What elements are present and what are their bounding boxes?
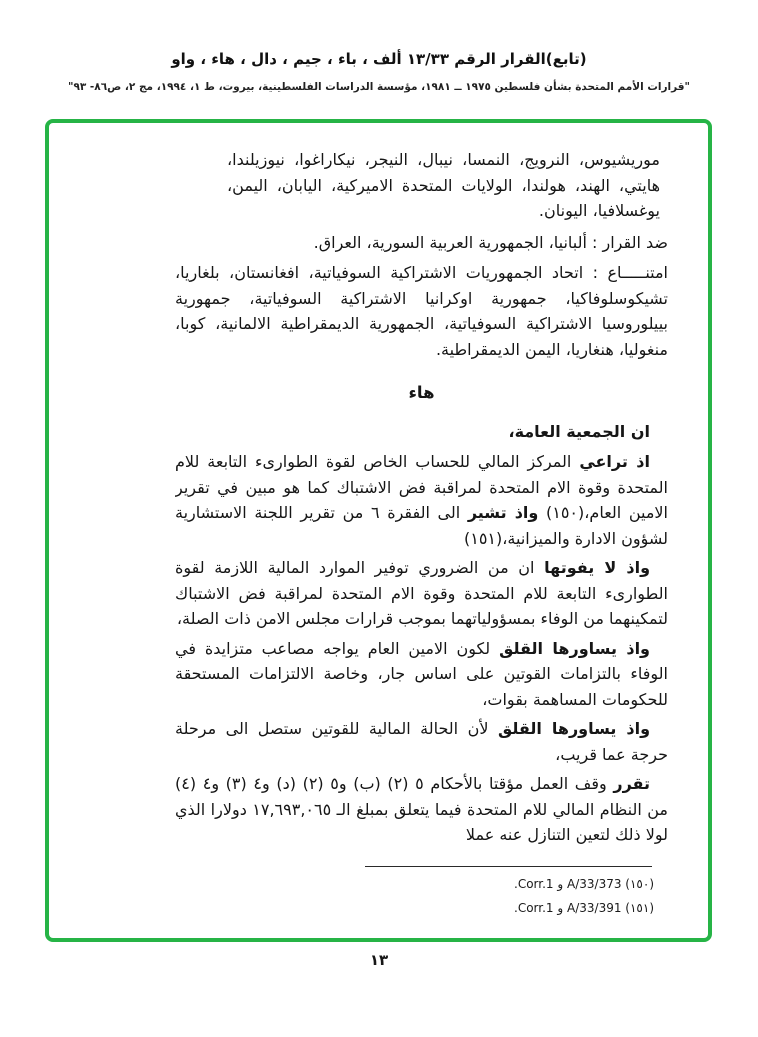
against-label: ضد القرار :	[592, 232, 668, 252]
paragraph-text: وقف العمل مؤقتا بالأحكام ٥ (٢) (ب) و٥ (٢) (د) و٤ (٣) و٤ (٤) من النظام المالي للام المتحدة فيما يتعلق بمبلغ الـ ١٧,٦٩٣,٠٦٥ دولارا الذي لولا ذلك لتعين التنازل عنه عملا	[175, 774, 668, 844]
footnote-151: (١٥١) A/33/391 و Corr.1.	[514, 901, 654, 915]
against-vote-line	[175, 230, 668, 256]
source-citation: "قرارات الأمم المتحدة بشأن فلسطين ١٩٧٥ ــ ١٩٨١، مؤسسة الدراسات الفلسطينية، بيروت، ط ١، ١٩٩٤، مج ٢، ص٨٦- ٩٣"	[67, 81, 691, 93]
green-border-box	[45, 119, 712, 942]
page-number: ١٣	[369, 951, 389, 969]
abstain-label: امتنـــــاع :	[592, 263, 668, 282]
abstain-vote-line	[175, 260, 668, 362]
preamble-opening: ان الجمعية العامة،	[508, 421, 650, 441]
resolution-paragraph	[175, 449, 668, 551]
paragraph-lead-in: واذ لا يفوتها	[544, 558, 651, 577]
page-header	[0, 50, 758, 93]
section-letter: هاء	[408, 383, 435, 402]
resolution-title: (تابع)القرار الرقم ١٣/٣٣ ألف ، باء ، جيم ، دال ، هاء ، واو	[171, 50, 587, 68]
paragraph-lead-in: واذ يساورها القلق	[499, 638, 650, 658]
resolution-paragraph	[175, 716, 668, 767]
resolution-paragraph	[175, 636, 668, 713]
resolution-paragraph	[175, 555, 668, 632]
against-countries: ألبانيا، الجمهورية العربية السورية، العراق.	[313, 232, 593, 252]
paragraph-lead-in: واذ يساورها القلق	[497, 719, 651, 738]
paragraph-text: الى الفقرة ٦ من تقرير اللجنة الاستشارية لشؤون الادارة والميزانية،(١٥١)	[175, 503, 668, 548]
paragraph-lead-in: واذ تشير	[467, 503, 539, 522]
footnotes-section	[175, 866, 668, 924]
paragraph-lead-in: اذ تراعي	[579, 452, 651, 471]
paragraph-text: المركز المالي للحساب الخاص لقوة الطوارىء التابعة للام المتحدة وقوة الام المتحدة لمراقبة فض الاشتباك كما هو مبين في تقرير الامين العام،(١٥٠)	[175, 452, 668, 522]
paragraph-text: ان من الضروري توفير الموارد المالية اللازمة لقوة الطوارىء التابعة للام المتحدة وقوة الام المتحدة لمراقبة فض الاشتباك لتمكينهما من الوفاء بمسؤولياتهما بموجب قرارات مجلس الامن ذات الصلة،	[175, 558, 668, 628]
resolution-body	[175, 147, 668, 852]
resolution-paragraph	[175, 771, 668, 848]
in-favor-countries-continuation: موريشيوس، النرويج، النمسا، نيبال، النيجر، نيكاراغوا، نيوزيلندا، هايتي، الهند، هولندا، الولايات المتحدة الاميركية، اليابان، اليمن، يوغسلافيا، اليونان.	[227, 150, 660, 220]
paragraph-text: لكون الامين العام يواجه مصاعب متزايدة في الوفاء بالتزامات القوتين على اساس جار، وخاصة الالتزامات المستحقة للحكومات المساهمة بقوات،	[175, 638, 668, 709]
footnote-150: (١٥٠) A/33/373 و Corr.1.	[514, 877, 654, 891]
abstain-countries: اتحاد الجمهوريات الاشتراكية السوفياتية، افغانستان، بلغاريا، تشيكوسلوفاكيا، جمهورية اوكرانيا الاشتراكية السوفياتية، جمهورية بييلوروسيا الاشتراكية السوفياتية، الجمهورية الديمقراطية الالمانية، كوبا، منغوليا، هنغاريا، اليمن الديمقراطية.	[175, 263, 668, 359]
resolution-paragraphs	[175, 449, 668, 848]
paragraph-text: لأن الحالة المالية للقوتين ستصل الى مرحلة حرجة عما قريب،	[175, 719, 668, 764]
footnote-divider	[365, 866, 652, 867]
paragraph-lead-in: تقرر	[613, 774, 651, 793]
